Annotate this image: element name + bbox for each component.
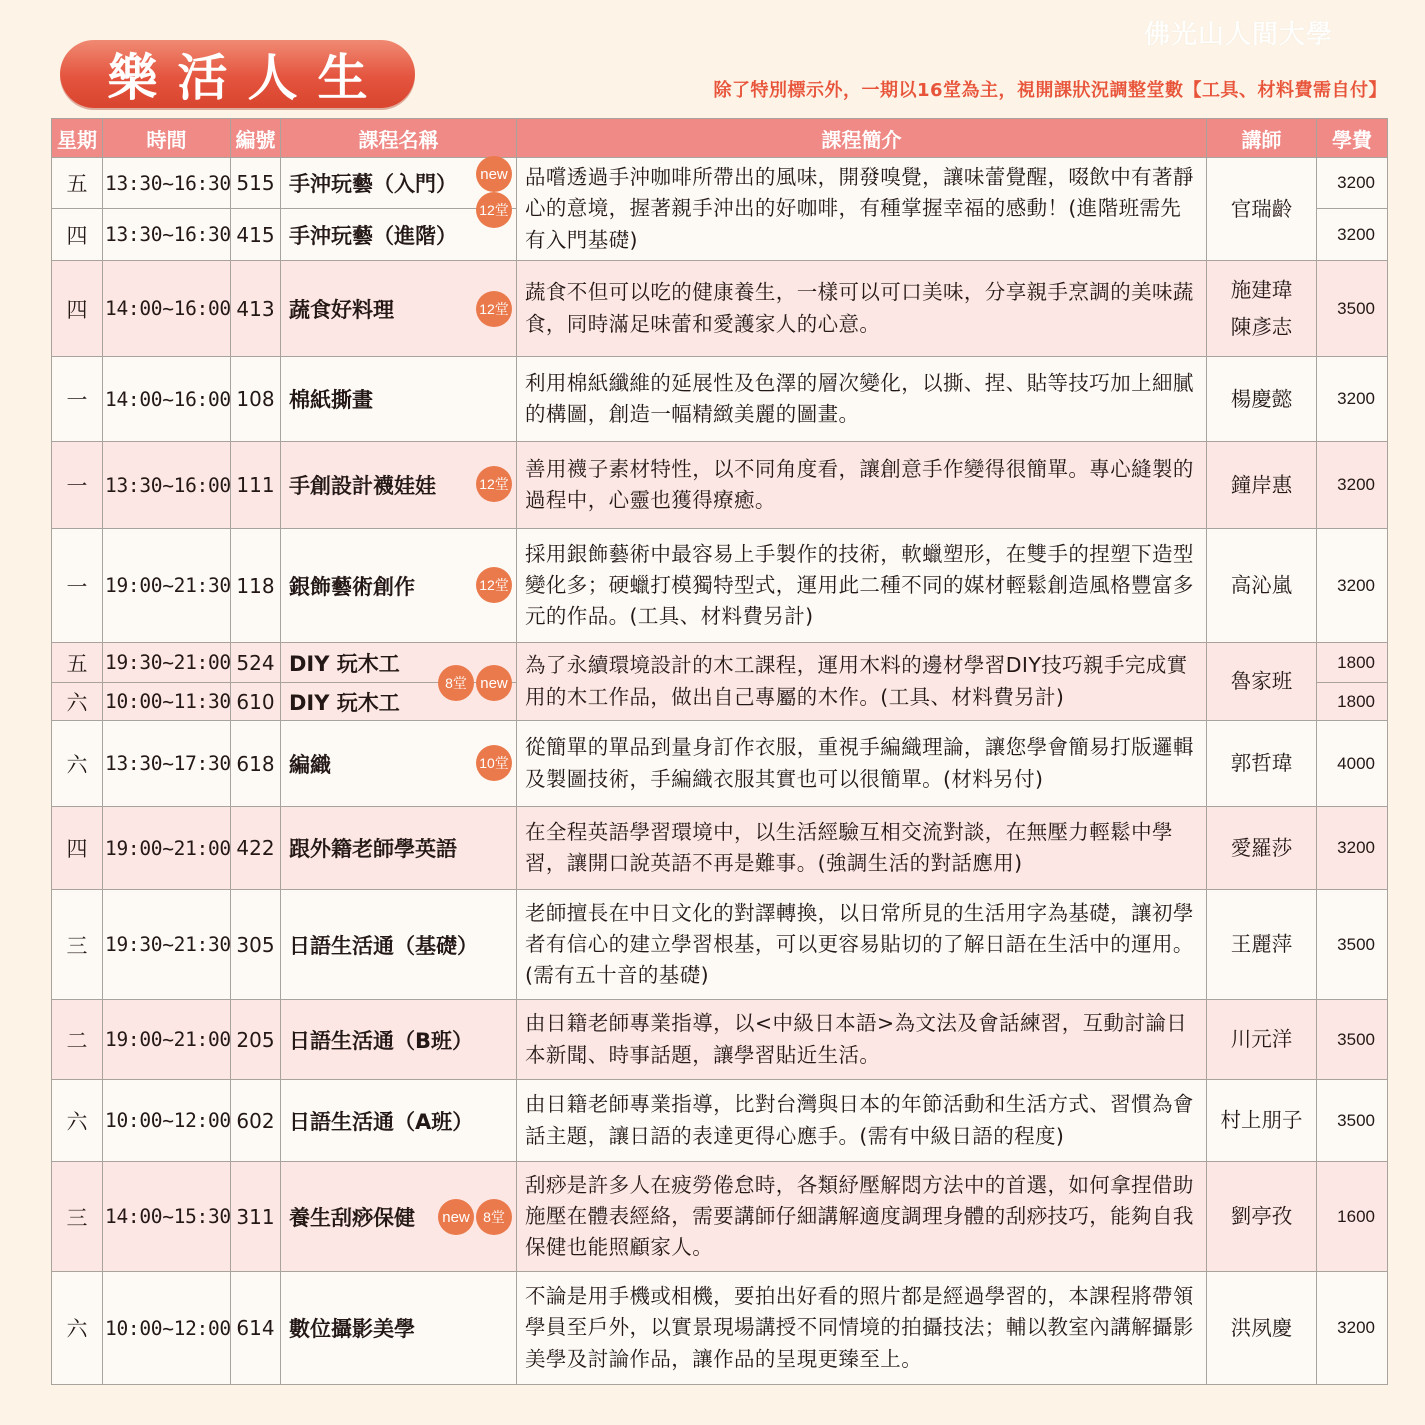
course-table bbox=[51, 118, 1388, 1385]
col-teacher: 講師 bbox=[1207, 119, 1317, 158]
day: 四 bbox=[52, 261, 103, 357]
teacher: 魯家班 bbox=[1207, 643, 1317, 721]
teacher: 鐘岸惠 bbox=[1207, 442, 1317, 529]
day: 六 bbox=[52, 721, 103, 807]
day: 五 bbox=[52, 643, 103, 683]
session-count-badge: 8堂 bbox=[438, 665, 474, 701]
teacher: 施建瑋 bbox=[1230, 277, 1293, 302]
course-name-cell bbox=[281, 1162, 517, 1272]
course-name: 手沖玩藝（進階） bbox=[289, 223, 457, 248]
session-count-badge: 8堂 bbox=[476, 1199, 512, 1235]
course-description: 從簡單的單品到量身訂作衣服，重視手編織理論，讓您學會簡易打版邏輯及製圖技術，手編織衣服其實也可以很簡單。(材料另付) bbox=[517, 721, 1207, 807]
course-name-cell bbox=[281, 643, 517, 692]
table-row bbox=[52, 643, 1388, 683]
teacher: 王麗萍 bbox=[1207, 890, 1317, 1000]
table-row bbox=[52, 158, 1388, 209]
col-code: 編號 bbox=[231, 119, 281, 158]
course-name: 日語生活通（A班） bbox=[289, 1109, 474, 1134]
time: 14:00~16:00 bbox=[103, 357, 231, 442]
course-description: 蔬食不但可以吃的健康養生，一樣可以可口美味，分享親手烹調的美味蔬食，同時滿足味蕾和愛護家人的心意。 bbox=[517, 261, 1207, 357]
table-row bbox=[52, 529, 1388, 643]
course-description: 不論是用手機或相機，要拍出好看的照片都是經過學習的，本課程將帶領學員至戶外，以實景現場講授不同情境的拍攝技法；輔以教室內講解攝影美學及討論作品，讓作品的呈現更臻至上。 bbox=[517, 1272, 1207, 1385]
day: 六 bbox=[52, 1272, 103, 1385]
day: 二 bbox=[52, 1000, 103, 1080]
course-name: 養生刮痧保健 bbox=[289, 1205, 415, 1230]
course-name: 手沖玩藝（入門） bbox=[289, 172, 457, 196]
fee: 3500 bbox=[1317, 1000, 1388, 1080]
course-code: 311 bbox=[231, 1162, 281, 1272]
course-code: 515 bbox=[231, 158, 281, 209]
day: 三 bbox=[52, 890, 103, 1000]
course-name: 銀飾藝術創作 bbox=[289, 574, 415, 599]
course-code: 422 bbox=[231, 807, 281, 890]
course-name: 日語生活通（B班） bbox=[289, 1028, 474, 1053]
table-row bbox=[52, 1162, 1388, 1272]
table-row bbox=[52, 1000, 1388, 1080]
course-name-cell bbox=[281, 529, 517, 643]
teacher: 官瑞齡 bbox=[1207, 158, 1317, 261]
time: 10:00~11:30 bbox=[103, 683, 231, 721]
course-name: 棉紙撕畫 bbox=[289, 388, 373, 412]
course-name: 手創設計襪娃娃 bbox=[289, 474, 436, 498]
course-code: 111 bbox=[231, 442, 281, 529]
course-description: 利用棉紙纖維的延展性及色澤的層次變化，以撕、捏、貼等技巧加上細膩的構圖，創造一幅精緻美麗的圖畫。 bbox=[517, 357, 1207, 442]
fee: 1800 bbox=[1317, 683, 1388, 721]
col-day: 星期 bbox=[52, 119, 103, 158]
course-code: 108 bbox=[231, 357, 281, 442]
course-code: 602 bbox=[231, 1080, 281, 1162]
table-row bbox=[52, 442, 1388, 529]
teacher: 愛羅莎 bbox=[1207, 807, 1317, 890]
time: 10:00~12:00 bbox=[103, 1272, 231, 1385]
teacher: 村上朋子 bbox=[1207, 1080, 1317, 1162]
fee: 3500 bbox=[1317, 890, 1388, 1000]
teacher: 高沁嵐 bbox=[1207, 529, 1317, 643]
course-name: 數位攝影美學 bbox=[289, 1317, 415, 1341]
col-fee: 學費 bbox=[1317, 119, 1388, 158]
course-name-cell bbox=[281, 261, 517, 357]
new-badge: new bbox=[438, 1199, 474, 1235]
session-count-badge: 12堂 bbox=[476, 567, 512, 603]
fee: 3200 bbox=[1317, 209, 1388, 261]
fee: 3500 bbox=[1317, 261, 1388, 357]
teacher: 陳彥志 bbox=[1230, 314, 1293, 339]
fee: 1800 bbox=[1317, 643, 1388, 683]
time: 14:00~15:30 bbox=[103, 1162, 231, 1272]
col-time: 時間 bbox=[103, 119, 231, 158]
time: 19:00~21:30 bbox=[103, 529, 231, 643]
session-count-badge: 10堂 bbox=[476, 745, 512, 781]
fee: 1600 bbox=[1317, 1162, 1388, 1272]
day: 六 bbox=[52, 683, 103, 721]
course-name-cell bbox=[281, 1000, 517, 1080]
teacher: 劉亭孜 bbox=[1207, 1162, 1317, 1272]
course-description: 採用銀飾藝術中最容易上手製作的技術，軟蠟塑形，在雙手的捏塑下造型變化多；硬蠟打模獨特型式，運用此二種不同的媒材輕鬆創造風格豐富多元的作品。(工具、材料費另計) bbox=[517, 529, 1207, 643]
fee: 3500 bbox=[1317, 1080, 1388, 1162]
course-code: 205 bbox=[231, 1000, 281, 1080]
course-description: 由日籍老師專業指導，比對台灣與日本的年節活動和生活方式、習慣為會話主題，讓日語的表達更得心應手。(需有中級日語的程度) bbox=[517, 1080, 1207, 1162]
table-row bbox=[52, 890, 1388, 1000]
page-title: 樂活人生 bbox=[60, 40, 415, 108]
time: 13:30~16:30 bbox=[103, 158, 231, 209]
time: 19:30~21:30 bbox=[103, 890, 231, 1000]
teacher: 郭哲瑋 bbox=[1207, 721, 1317, 807]
time: 13:30~16:00 bbox=[103, 442, 231, 529]
table-row bbox=[52, 1080, 1388, 1162]
course-code: 524 bbox=[231, 643, 281, 683]
fee: 3200 bbox=[1317, 807, 1388, 890]
day: 四 bbox=[52, 807, 103, 890]
course-description: 由日籍老師專業指導，以<中級日本語>為文法及會話練習，互動討論日本新聞、時事話題，讓學習貼近生活。 bbox=[517, 1000, 1207, 1080]
course-description: 刮痧是許多人在疲勞倦怠時，各類紓壓解悶方法中的首選，如何拿捏借助施壓在體表經絡，需要講師仔細講解適度調理身體的刮痧技巧，能夠自我保健也能照顧家人。 bbox=[517, 1162, 1207, 1272]
table-header bbox=[52, 119, 1388, 158]
course-code: 614 bbox=[231, 1272, 281, 1385]
time: 10:00~12:00 bbox=[103, 1080, 231, 1162]
course-name-cell bbox=[281, 158, 517, 218]
course-description: 品嚐透過手沖咖啡所帶出的風味，開發嗅覺，讓味蕾覺醒，啜飲中有著靜心的意境，握著親手沖出的好咖啡，有種掌握幸福的感動！(進階班需先有入門基礎) bbox=[517, 158, 1207, 261]
time: 19:30~21:00 bbox=[103, 643, 231, 683]
course-description: 善用襪子素材特性，以不同角度看，讓創意手作變得很簡單。專心縫製的過程中，心靈也獲得療癒。 bbox=[517, 442, 1207, 529]
course-name-cell bbox=[281, 442, 517, 529]
course-name-cell bbox=[281, 357, 517, 442]
col-desc: 課程簡介 bbox=[517, 119, 1207, 158]
table-row bbox=[52, 1272, 1388, 1385]
fee: 3200 bbox=[1317, 357, 1388, 442]
fee: 3200 bbox=[1317, 158, 1388, 209]
day: 一 bbox=[52, 357, 103, 442]
course-code: 118 bbox=[231, 529, 281, 643]
course-name: 跟外籍老師學英語 bbox=[289, 837, 457, 861]
course-description: 為了永續環境設計的木工課程，運用木料的邊材學習DIY技巧親手完成實用的木工作品，做出自己專屬的木作。(工具、材料費另計) bbox=[517, 643, 1207, 721]
time: 19:00~21:00 bbox=[103, 1000, 231, 1080]
day: 三 bbox=[52, 1162, 103, 1272]
university-logo: 佛光山人間大學 bbox=[1143, 20, 1333, 50]
day: 六 bbox=[52, 1080, 103, 1162]
course-code: 413 bbox=[231, 261, 281, 357]
time: 14:00~16:00 bbox=[103, 261, 231, 357]
course-code: 610 bbox=[231, 683, 281, 721]
teacher-cell bbox=[1207, 261, 1317, 357]
table-row bbox=[52, 261, 1388, 357]
course-name-cell bbox=[281, 721, 517, 807]
course-name: 日語生活通（基礎） bbox=[289, 933, 478, 958]
course-name: DIY 玩木工 bbox=[289, 651, 400, 676]
time: 19:00~21:00 bbox=[103, 807, 231, 890]
day: 五 bbox=[52, 158, 103, 209]
course-name-cell bbox=[281, 890, 517, 1000]
course-description: 老師擅長在中日文化的對譯轉換，以日常所見的生活用字為基礎，讓初學者有信心的建立學習根基，可以更容易貼切的了解日語在生活中的運用。(需有五十音的基礎) bbox=[517, 890, 1207, 1000]
time: 13:30~16:30 bbox=[103, 209, 231, 261]
fee: 4000 bbox=[1317, 721, 1388, 807]
new-badge: new bbox=[476, 156, 512, 192]
teacher: 洪夙慶 bbox=[1207, 1272, 1317, 1385]
session-count-badge: 12堂 bbox=[476, 192, 512, 228]
course-name-cell bbox=[281, 807, 517, 890]
new-badge: new bbox=[476, 665, 512, 701]
course-name: DIY 玩木工 bbox=[289, 690, 400, 715]
session-count-badge: 12堂 bbox=[476, 466, 512, 502]
fee: 3200 bbox=[1317, 442, 1388, 529]
fee: 3200 bbox=[1317, 529, 1388, 643]
course-notice: 除了特別標示外，一期以16堂為主，視開課狀況調整堂數【工具、材料費需自付】 bbox=[713, 80, 1387, 101]
course-code: 305 bbox=[231, 890, 281, 1000]
day: 四 bbox=[52, 209, 103, 261]
table-row bbox=[52, 807, 1388, 890]
course-name: 編織 bbox=[289, 752, 331, 777]
col-name: 課程名稱 bbox=[281, 119, 517, 158]
teacher: 川元洋 bbox=[1207, 1000, 1317, 1080]
course-name: 蔬食好料理 bbox=[289, 297, 394, 322]
course-name-cell bbox=[281, 1272, 517, 1385]
table-row bbox=[52, 357, 1388, 442]
time: 13:30~17:30 bbox=[103, 721, 231, 807]
course-code: 415 bbox=[231, 209, 281, 261]
day: 一 bbox=[52, 442, 103, 529]
table-row bbox=[52, 721, 1388, 807]
course-code: 618 bbox=[231, 721, 281, 807]
course-name-cell bbox=[281, 1080, 517, 1162]
day: 一 bbox=[52, 529, 103, 643]
fee: 3200 bbox=[1317, 1272, 1388, 1385]
session-count-badge: 12堂 bbox=[476, 291, 512, 327]
course-description: 在全程英語學習環境中，以生活經驗互相交流對談，在無壓力輕鬆中學習，讓開口說英語不再是難事。(強調生活的對話應用) bbox=[517, 807, 1207, 890]
teacher: 楊慶懿 bbox=[1207, 357, 1317, 442]
